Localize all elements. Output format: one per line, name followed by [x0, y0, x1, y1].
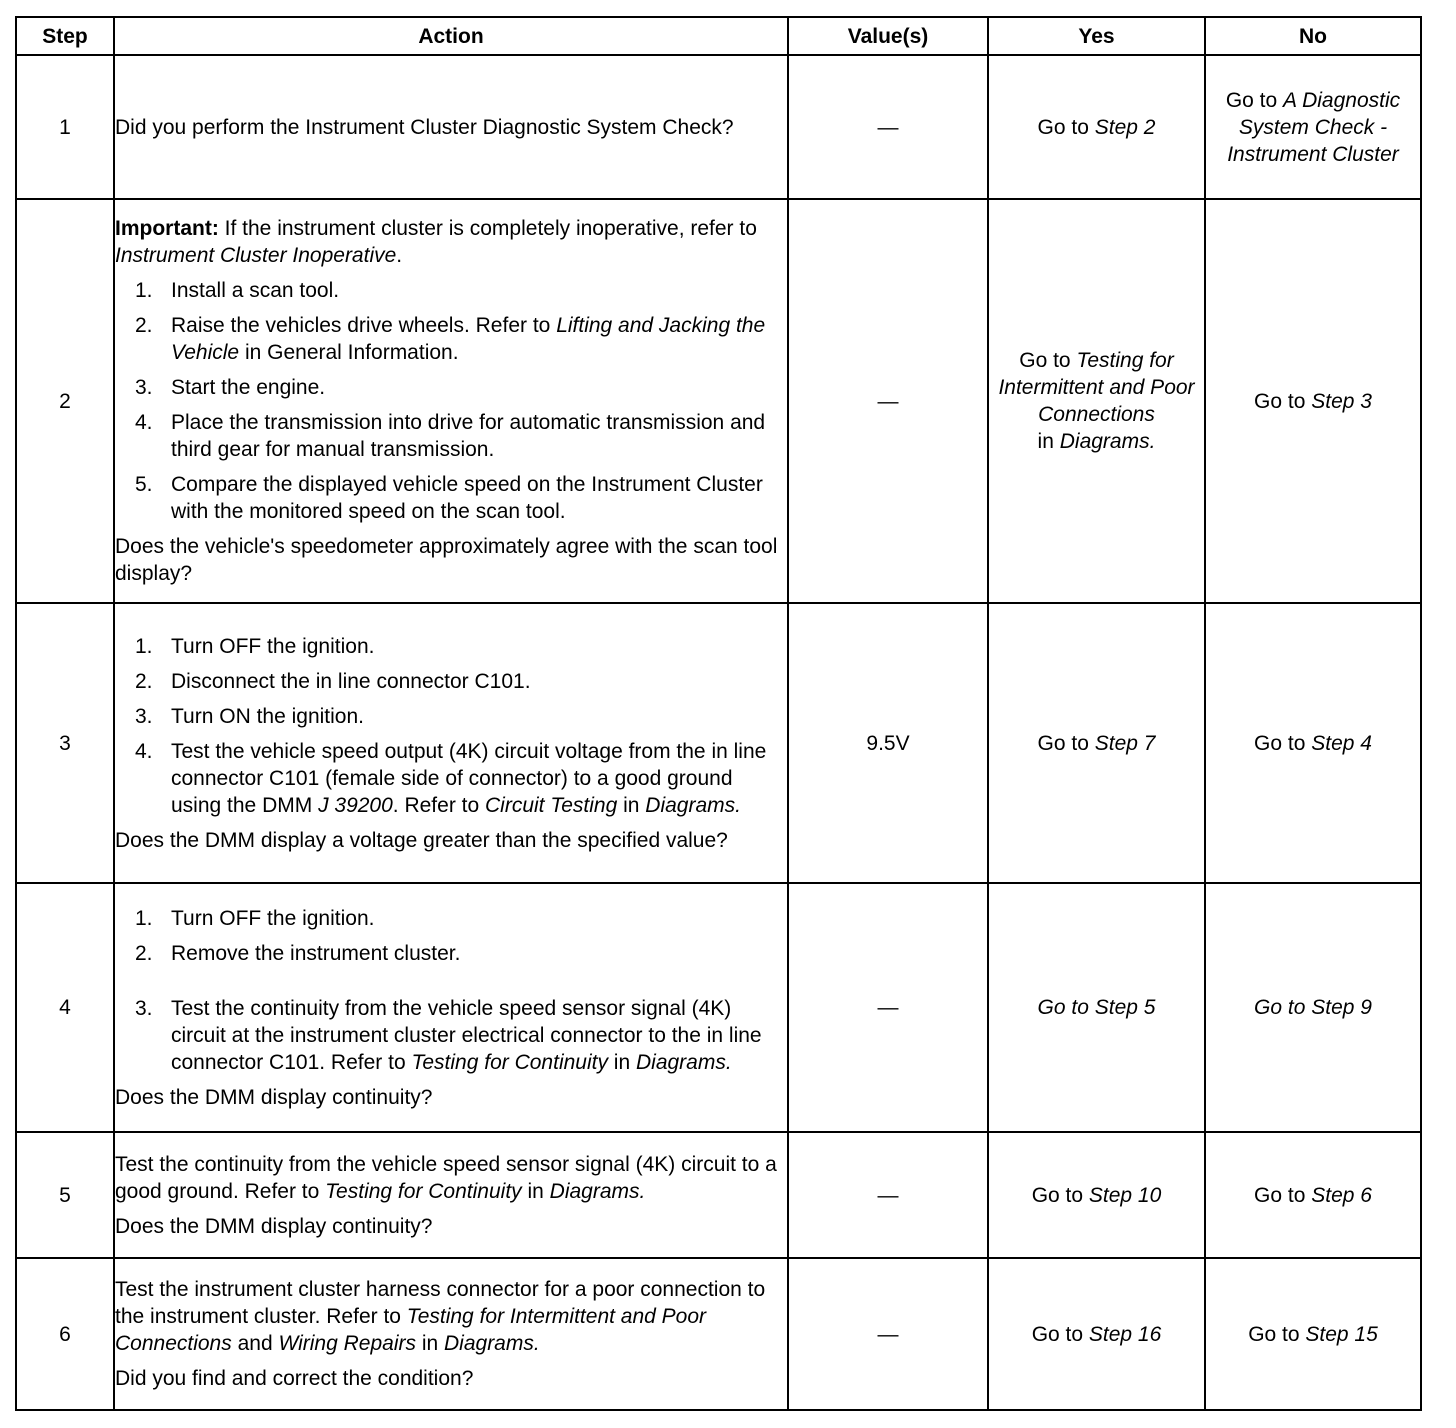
- yes-step-link[interactable]: Step 10: [1088, 1183, 1162, 1207]
- no-step-link[interactable]: Step 3: [1311, 389, 1372, 413]
- item-number: 3.: [135, 376, 153, 399]
- value-cell: —: [788, 883, 988, 1132]
- yes-cell: [988, 199, 1205, 603]
- table-row-step-5: [16, 1132, 1421, 1258]
- table-row-step-3: [16, 603, 1421, 883]
- item-text: Compare the displayed vehicle speed on the Instrument Cluster with the monitored speed on the scan tool.: [171, 473, 763, 523]
- yes-step-link[interactable]: Go to Step 5: [1037, 996, 1156, 1019]
- action-instruction: [115, 1276, 787, 1357]
- item-number: 4.: [135, 739, 153, 763]
- no-prefix: Go to: [1254, 1183, 1312, 1207]
- list-item: [115, 940, 787, 967]
- action-cell: [114, 603, 788, 883]
- list-item: [115, 905, 787, 932]
- ref-link[interactable]: J 39200: [318, 793, 393, 817]
- step-number: 5: [16, 1132, 114, 1258]
- action-cell: [114, 1132, 788, 1258]
- action-cell: [114, 55, 788, 199]
- list-item: [115, 995, 787, 1076]
- item-text: Test the vehicle speed output (4K) circuit voltage from the in line connector C101 (female side of connector) to a good ground using the DMM: [171, 739, 767, 817]
- ref-link[interactable]: Testing for Continuity: [325, 1179, 522, 1203]
- instruction-text: Test the continuity from the vehicle speed sensor signal (4K) circuit to a good ground. Refer to: [115, 1152, 777, 1203]
- item-number: 2.: [135, 941, 153, 965]
- list-item: [115, 409, 787, 463]
- header-action: Action: [114, 17, 788, 55]
- item-text: Install a scan tool.: [171, 279, 340, 302]
- action-steps-list: [115, 633, 787, 819]
- action-question: Did you find and correct the condition?: [115, 1367, 474, 1390]
- table-row-step-6: [16, 1258, 1421, 1410]
- no-cell: [1205, 55, 1421, 199]
- item-number: 5.: [135, 473, 153, 496]
- yes-ref-link[interactable]: Testing for Intermittent and Poor Connections: [998, 349, 1195, 426]
- ref-link[interactable]: Testing for Intermittent and Poor Connections: [115, 1305, 707, 1355]
- value-cell: —: [788, 1258, 988, 1410]
- item-suffix: . Refer to: [392, 793, 485, 817]
- value-cell: 9.5V: [788, 603, 988, 883]
- item-number: 4.: [135, 411, 153, 434]
- table-row-step-4: [16, 883, 1421, 1132]
- list-item: [115, 633, 787, 660]
- action-question: Does the vehicle's speedometer approximately agree with the scan tool display?: [115, 535, 778, 585]
- no-step-link[interactable]: Step 15: [1305, 1322, 1378, 1346]
- ref2-link[interactable]: Wiring Repairs: [278, 1332, 416, 1355]
- yes-cell: [988, 883, 1205, 1132]
- item-suffix2: in: [617, 793, 646, 817]
- yes-prefix: Go to: [1037, 115, 1095, 139]
- item-text: Raise the vehicles drive wheels. Refer to: [171, 314, 557, 337]
- diagnostic-table: [15, 16, 1422, 1411]
- list-item: [115, 312, 787, 366]
- list-item: [115, 471, 787, 525]
- list-item: [115, 738, 787, 819]
- header-step: Step: [16, 17, 114, 55]
- step-number: 4: [16, 883, 114, 1132]
- list-item: [115, 374, 787, 401]
- step-number: 6: [16, 1258, 114, 1410]
- item-text: Turn ON the ignition.: [171, 704, 364, 728]
- item-text: Turn OFF the ignition.: [171, 906, 375, 930]
- action-instruction: [115, 1151, 787, 1205]
- ref-link[interactable]: Lifting and Jacking the Vehicle: [171, 314, 766, 364]
- yes-cell: [988, 1258, 1205, 1410]
- action-steps-list: [115, 277, 787, 525]
- table-row-step-2: [16, 199, 1421, 603]
- item-text: Place the transmission into drive for automatic transmission and third gear for manual transmission.: [171, 411, 766, 461]
- ref2-link[interactable]: Diagrams.: [549, 1179, 646, 1203]
- item-number: 3.: [135, 996, 153, 1020]
- no-cell: [1205, 1258, 1421, 1410]
- yes-cell: [988, 55, 1205, 199]
- item-number: 1.: [135, 279, 153, 302]
- item-number: 2.: [135, 669, 153, 693]
- no-prefix: Go to: [1254, 389, 1312, 413]
- list-item: [115, 668, 787, 695]
- item-suffix: in: [607, 1050, 636, 1074]
- important-note: [115, 215, 787, 269]
- action-question: Does the DMM display continuity?: [115, 1085, 433, 1109]
- important-label: Important:: [115, 217, 219, 240]
- yes-ref2-link[interactable]: Diagrams.: [1059, 430, 1156, 453]
- header-values: Value(s): [788, 17, 988, 55]
- ref3-link[interactable]: Diagrams.: [645, 793, 741, 817]
- instruction-suffix: in: [521, 1179, 550, 1203]
- item-text: Turn OFF the ignition.: [171, 634, 375, 658]
- item-text: Test the continuity from the vehicle speed sensor signal (4K) circuit at the instrument cluster electrical connector to the in line connector C101. Refer to: [171, 996, 762, 1074]
- action-question: Does the DMM display a voltage greater than the specified value?: [115, 828, 728, 852]
- no-cell: [1205, 883, 1421, 1132]
- item-number: 2.: [135, 314, 153, 337]
- instruction-suffix: in: [415, 1332, 444, 1355]
- important-end: .: [396, 244, 403, 267]
- action-cell: [114, 1258, 788, 1410]
- value-cell: —: [788, 1132, 988, 1258]
- yes-prefix: Go to: [1037, 731, 1095, 755]
- item-text: Disconnect the in line connector C101.: [171, 669, 531, 693]
- item-suffix: in General Information.: [239, 341, 459, 364]
- list-item: [115, 277, 787, 304]
- yes-mid: in: [1037, 430, 1060, 453]
- yes-cell: [988, 1132, 1205, 1258]
- ref2-link[interactable]: Circuit Testing: [485, 793, 618, 817]
- yes-step-link[interactable]: Step 7: [1094, 731, 1156, 755]
- table-row-step-1: [16, 55, 1421, 199]
- important-ref-link[interactable]: Instrument Cluster Inoperative: [115, 244, 397, 267]
- yes-cell: [988, 603, 1205, 883]
- important-text: If the instrument cluster is completely inoperative, refer to: [218, 217, 757, 240]
- action-question: Did you perform the Instrument Cluster Diagnostic System Check?: [115, 115, 734, 139]
- step-number: 2: [16, 199, 114, 603]
- instruction-text: Test the instrument cluster harness connector for a poor connection to the instrument cluster. Refer to: [115, 1278, 766, 1328]
- value-cell: —: [788, 199, 988, 603]
- yes-prefix: Go to: [1031, 1322, 1089, 1346]
- ref-link[interactable]: Testing for Continuity: [411, 1050, 608, 1074]
- no-step-link[interactable]: Step 6: [1311, 1183, 1372, 1207]
- item-number: 1.: [135, 906, 153, 930]
- no-step-link[interactable]: A Diagnostic System Check - Instrument Cluster: [1227, 88, 1401, 166]
- item-number: 1.: [135, 634, 153, 658]
- header-yes: Yes: [988, 17, 1205, 55]
- yes-prefix: Go to: [1019, 349, 1077, 372]
- list-item: [115, 703, 787, 730]
- header-row: [16, 17, 1421, 55]
- item-number: 3.: [135, 704, 153, 728]
- instruction-mid: and: [231, 1332, 279, 1355]
- step-number: 1: [16, 55, 114, 199]
- action-steps-list: [115, 905, 787, 1076]
- item-text: Remove the instrument cluster.: [171, 941, 461, 965]
- item-text: Start the engine.: [171, 376, 326, 399]
- step-number: 3: [16, 603, 114, 883]
- no-prefix: Go to: [1248, 1322, 1306, 1346]
- yes-step-link[interactable]: Step 16: [1088, 1322, 1162, 1346]
- ref2-link[interactable]: Diagrams.: [635, 1050, 732, 1074]
- no-step-link[interactable]: Step 4: [1311, 731, 1372, 755]
- ref3-link[interactable]: Diagrams.: [444, 1332, 540, 1355]
- header-no: No: [1205, 17, 1421, 55]
- yes-step-link[interactable]: Step 2: [1094, 115, 1156, 139]
- no-cell: [1205, 603, 1421, 883]
- no-cell: [1205, 1132, 1421, 1258]
- action-cell: [114, 883, 788, 1132]
- no-cell: [1205, 199, 1421, 603]
- value-cell: —: [788, 55, 988, 199]
- no-prefix: Go to: [1225, 88, 1284, 112]
- no-prefix: Go to: [1254, 731, 1312, 755]
- no-step-link[interactable]: Go to Step 9: [1254, 996, 1372, 1019]
- yes-prefix: Go to: [1031, 1183, 1089, 1207]
- action-cell: [114, 199, 788, 603]
- action-question: Does the DMM display continuity?: [115, 1214, 433, 1238]
